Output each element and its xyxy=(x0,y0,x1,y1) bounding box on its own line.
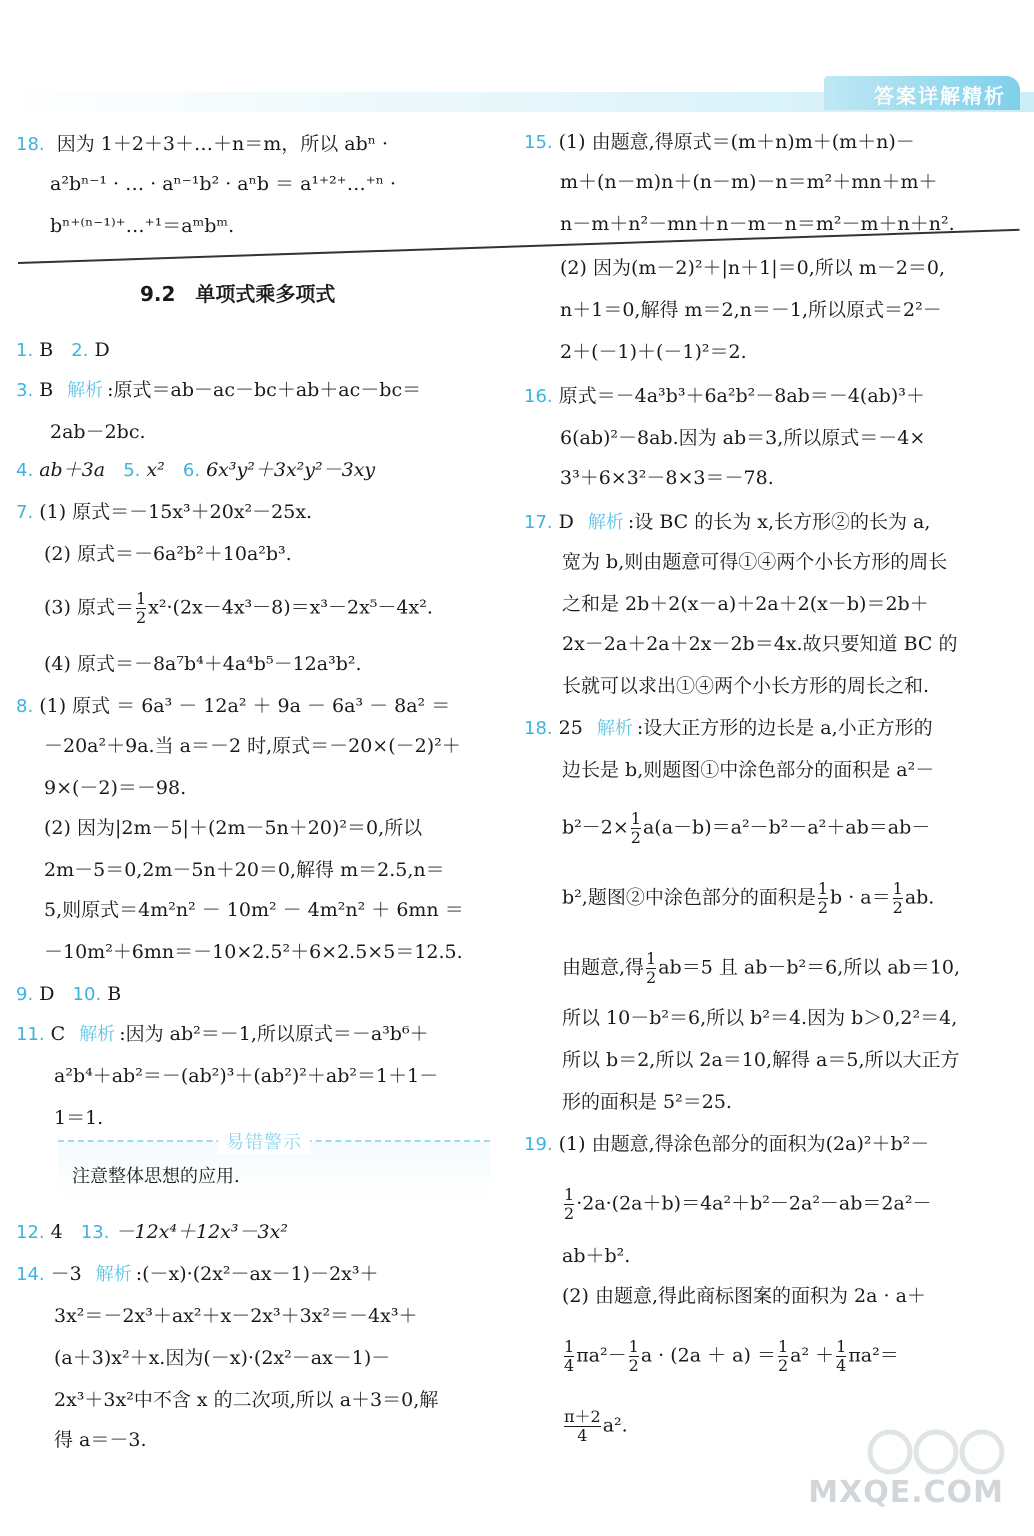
answer-line: 3³＋6×3²－8×3＝－78. xyxy=(560,467,774,489)
answers-4-6: 4. ab＋3a 5. x² 6. 6x³y²＋3x²y²－3xy xyxy=(16,459,376,481)
answer-line: 2ab－2bc. xyxy=(50,421,146,443)
watermark-logo xyxy=(808,1418,1020,1514)
answer-19: 19. (1) 由题意,得涂色部分的面积为(2a)²＋b²－ xyxy=(524,1133,930,1155)
answer-line: 长就可以求出①④两个小长方形的周长之和. xyxy=(562,675,930,697)
answer-line: －20a²＋9a.当 a＝－2 时,原式＝－20×(－2)²＋ xyxy=(44,735,461,757)
answer-11: 11. C 解析 :因为 ab²＝－1,所以原式＝－a³b⁶＋ xyxy=(16,1023,429,1045)
answer-17: 17. D 解析 :设 BC 的长为 x,长方形②的长为 a, xyxy=(524,511,931,533)
fraction: $\frac{1}{2}$ xyxy=(630,809,641,847)
answer-line: (3) 原式＝ $\frac{1}{2}$ x²·(2x－4x³－8)＝x³－2x⁵－4x². xyxy=(44,589,433,627)
answer-line: 所以 10－b²＝6,所以 b²＝4.因为 b＞0,2²＝4, xyxy=(562,1007,958,1029)
answer-line: (4) 原式＝－8a⁷b⁴＋4a⁴b⁵－12a³b². xyxy=(44,653,362,675)
answer-line: 5,则原式＝4m²n² － 10m² － 4m²n² ＋ 6mn ＝ xyxy=(44,899,464,921)
warning-box xyxy=(58,1132,490,1202)
fraction: $\frac{1}{2}$ xyxy=(646,949,657,987)
answer-16: 16. 原式＝－4a³b³＋6a²b²－8ab＝－4(ab)³＋ xyxy=(524,385,925,407)
answer-line: 3x²＝－2x³＋ax²＋x－2x³＋3x²＝－4x³＋ xyxy=(54,1305,418,1327)
fraction: $\frac{1}{4}$ xyxy=(836,1337,847,1375)
watermark-text: MXQE.COM xyxy=(808,1475,1004,1510)
answer-line: $\frac{1}{2}$ ·2a·(2a＋b)＝4a²＋b²－2a²－ab＝2a²－ xyxy=(564,1185,932,1223)
fraction: $\frac{1}{2}$ xyxy=(628,1337,639,1375)
answer-line: $\frac{\pi+2}{4}$ a². xyxy=(564,1407,628,1445)
answer-line: 2m－5＝0,2m－5n＋20＝0,解得 m＝2.5,n＝ xyxy=(44,859,445,881)
answer-line: m＋(n－m)n＋(n－m)－n＝m²＋mn＋m＋ xyxy=(560,171,938,193)
answer-line: 9×(－2)＝－98. xyxy=(44,777,187,799)
answer-line: b²－2× $\frac{1}{2}$ a(a－b)＝a²－b²－a²＋ab＝ab－ xyxy=(562,809,931,847)
answer-line: 2x－2a＋2a＋2x－2b＝4x.故只要知道 BC 的 xyxy=(562,633,958,655)
answer-line: n－m＋n²－mn＋n－m－n＝m²－m＋n＋n². xyxy=(560,213,955,235)
answer-line: a²bⁿ⁻¹ · … · aⁿ⁻¹b² · aⁿb ＝ a¹⁺²⁺…⁺ⁿ · xyxy=(50,173,397,195)
answer-8: 8. (1) 原式 ＝ 6a³ － 12a² ＋ 9a － 6a³ － 8a² ＝ xyxy=(16,695,451,717)
fraction: $\frac{1}{4}$ xyxy=(564,1337,575,1375)
answer-line: b²,题图②中涂色部分的面积是 $\frac{1}{2}$ b · a＝ $\frac{1}{2}$ ab. xyxy=(562,879,935,917)
answer-3: 3. B 解析 :原式＝ab－ac－bc＋ab＋ac－bc＝ xyxy=(16,379,422,401)
fraction: $\frac{1}{2}$ xyxy=(817,879,829,917)
answer-7: 7. (1) 原式＝－15x³＋20x²－25x. xyxy=(16,501,313,523)
answer-line: (2) 由题意,得此商标图案的面积为 2a · a＋ xyxy=(562,1285,926,1307)
answer-line: 之和是 2b＋2(x－a)＋2a＋2(x－b)＝2b＋ xyxy=(562,593,929,615)
answer-line: (2) 因为|2m－5|＋(2m－5n＋20)²＝0,所以 xyxy=(44,817,423,839)
warning-title: 易错警示 xyxy=(218,1128,310,1154)
answers-1-2: 1. B 2. D xyxy=(16,339,110,361)
header-title: 答案详解精析 xyxy=(874,84,1006,108)
fraction: $\frac{1}{2}$ xyxy=(564,1185,575,1223)
answer-line: bⁿ⁺⁽ⁿ⁻¹⁾⁺…⁺¹＝aᵐbᵐ. xyxy=(50,215,235,237)
fraction: $\frac{1}{2}$ xyxy=(892,879,903,917)
fraction: $\frac{\pi+2}{4}$ xyxy=(564,1407,601,1445)
answer-line: 宽为 b,则由题意可得①④两个小长方形的周长 xyxy=(562,551,948,573)
fraction: $\frac{1}{2}$ xyxy=(135,589,147,627)
answer-18: 18. 25 解析 :设大正方形的边长是 a,小正方形的 xyxy=(524,717,933,739)
answer-line: 2x³＋3x²中不含 x 的二次项,所以 a＋3＝0,解 xyxy=(54,1389,439,1411)
answer-line: －10m²＋6mn＝－10×2.5²＋6×2.5×5＝12.5. xyxy=(44,941,463,963)
answer-15: 15. (1) 由题意,得原式＝(m＋n)m＋(m＋n)－ xyxy=(524,131,915,153)
answer-line: 1＝1. xyxy=(54,1107,104,1129)
answer-line: 得 a＝－3. xyxy=(54,1429,147,1451)
answer-line: 由题意,得 $\frac{1}{2}$ ab＝5 且 ab－b²＝6,所以 ab＝10, xyxy=(562,949,961,987)
answer-line: a²b⁴＋ab²＝－(ab²)³＋(ab²)²＋ab²＝1＋1－ xyxy=(54,1065,439,1087)
answer-14: 14. －3 解析 :(－x)·(2x²－ax－1)－2x³＋ xyxy=(16,1263,379,1285)
section-title: 9.2 单项式乘多项式 xyxy=(140,282,336,306)
answer-line: (2) 原式＝－6a²b²＋10a²b³. xyxy=(44,543,292,565)
answer-line: 6(ab)²－8ab.因为 ab＝3,所以原式＝－4× xyxy=(560,427,926,449)
answer-line: 2＋(－1)＋(－1)²＝2. xyxy=(560,341,747,363)
answer-line: ab＋b². xyxy=(562,1245,631,1267)
answers-12-13: 12. 4 13. －12x⁴＋12x³－3x² xyxy=(16,1221,288,1243)
warning-text: 注意整体思想的应用. xyxy=(72,1166,240,1187)
fraction: $\frac{1}{2}$ xyxy=(777,1337,789,1375)
answer-line: (a＋3)x²＋x.因为(－x)·(2x²－ax－1)－ xyxy=(54,1347,391,1369)
answer-line: 形的面积是 5²＝25. xyxy=(562,1091,732,1113)
answer-line: $\frac{1}{4}$ πa²－ $\frac{1}{2}$ a · (2a ＋ a) ＝ $\frac{1}{2}$ a² ＋ $\frac{1}{4}$ πa²＝ xyxy=(564,1337,899,1375)
answer-line: 所以 b＝2,所以 2a＝10,解得 a＝5,所以大正方 xyxy=(562,1049,960,1071)
answer-line: 边长是 b,则题图①中涂色部分的面积是 a²－ xyxy=(562,759,935,781)
answer-18-left: 18. 因为 1＋2＋3＋…＋n＝m，所以 abⁿ · xyxy=(16,133,389,155)
answer-line: (2) 因为(m－2)²＋|n＋1|＝0,所以 m－2＝0, xyxy=(560,257,946,279)
answers-9-10: 9. D 10. B xyxy=(16,983,122,1005)
answer-line: n＋1＝0,解得 m＝2,n＝－1,所以原式＝2²－ xyxy=(560,299,942,321)
